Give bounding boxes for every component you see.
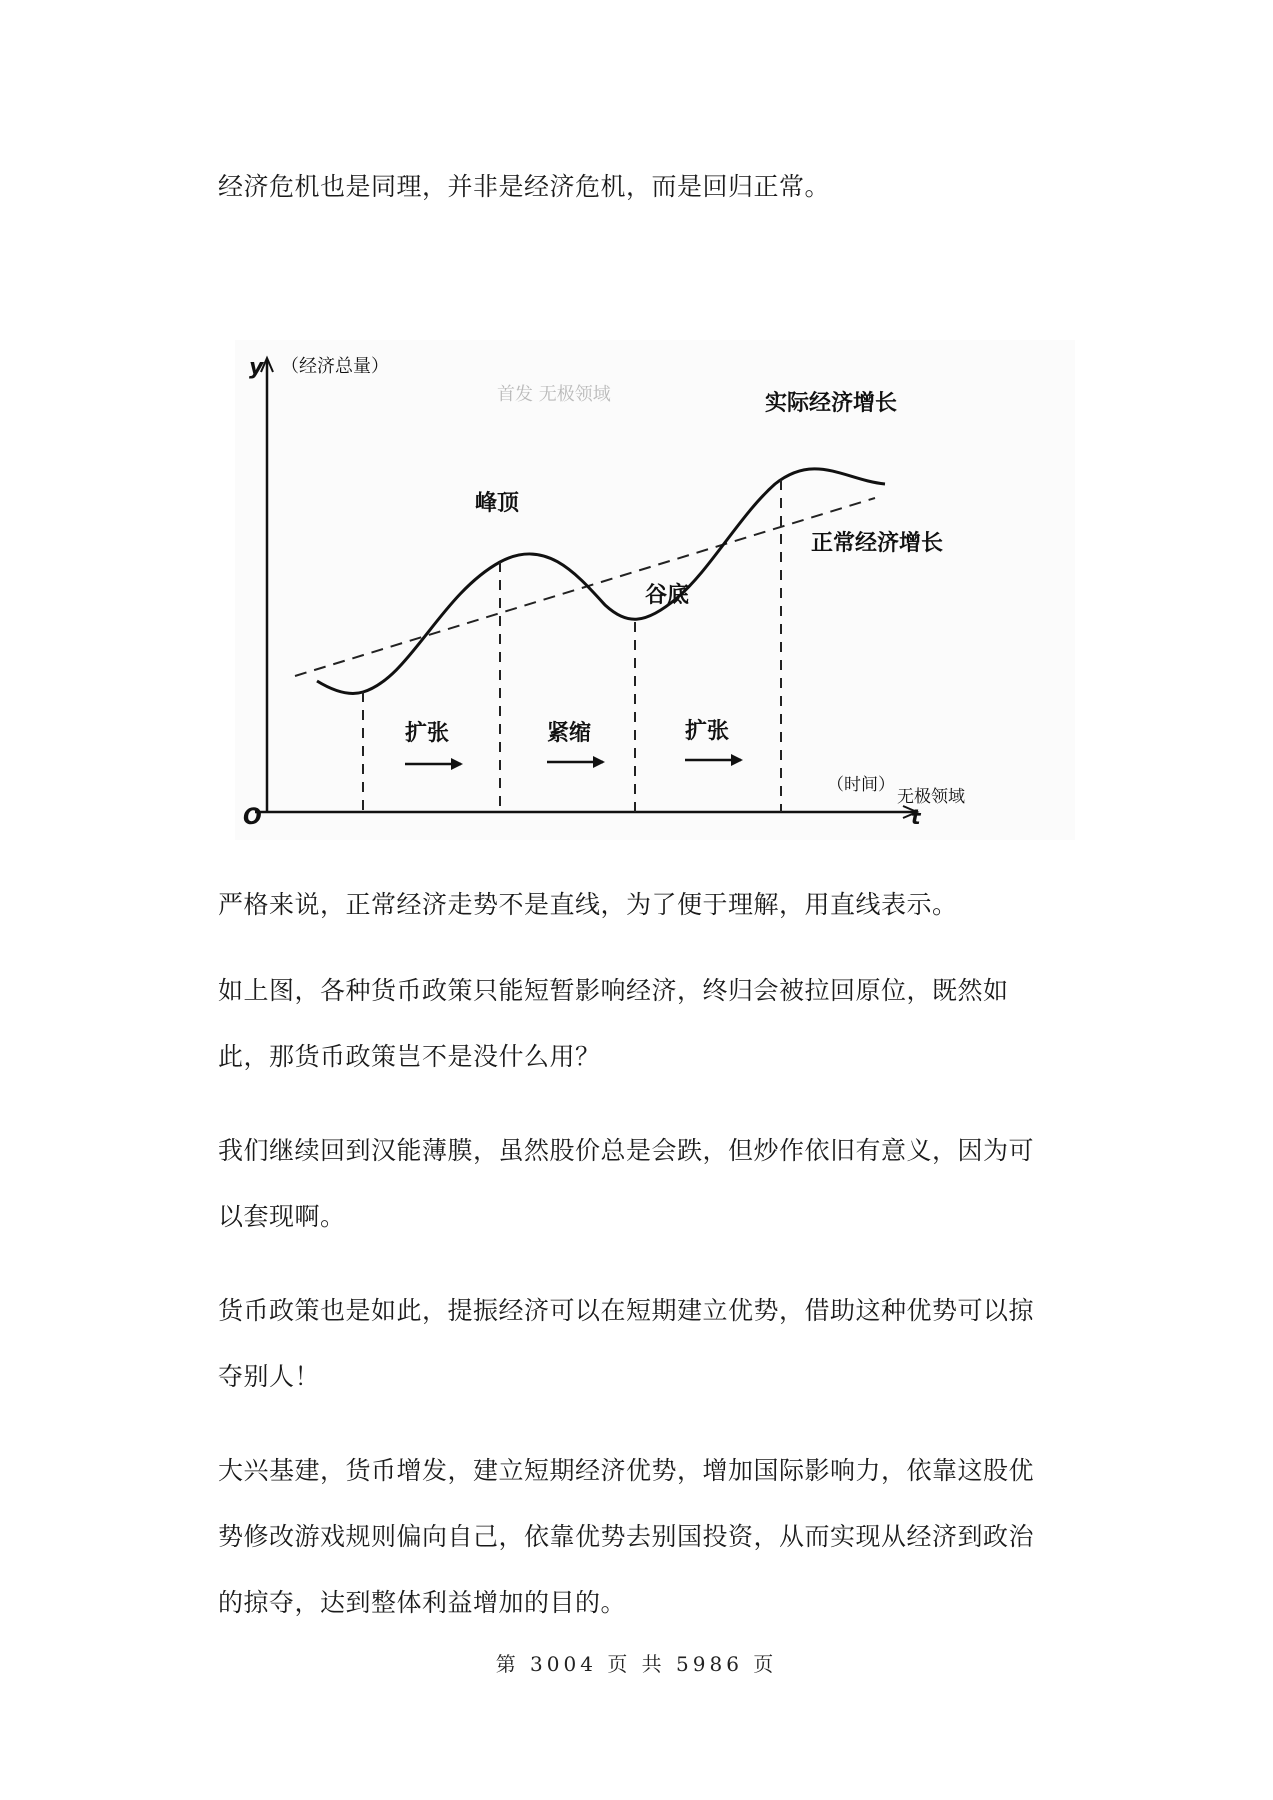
phase-2-arrowhead <box>593 756 605 768</box>
y-axis-label: （经济总量） <box>281 356 389 377</box>
normal-growth-label: 正常经济增长 <box>811 531 944 556</box>
phase-1-label: 扩张 <box>405 721 450 746</box>
normal-growth-line <box>295 498 875 676</box>
phase-2-label: 紧缩 <box>547 721 592 746</box>
paragraph: 如上图，各种货币政策只能短暂影响经济，终归会被拉回原位，既然如此，那货币政策岂不是没什么用？ <box>218 976 1009 1071</box>
watermark-top: 首发 无极领域 <box>497 384 611 405</box>
economic-cycle-diagram <box>235 340 1075 840</box>
origin-label: O <box>243 805 262 830</box>
page-footer: 第 3004 页 共 5986 页 <box>495 1652 778 1676</box>
paragraph: 经济危机也是同理，并非是经济危机，而是回归正常。 <box>218 172 831 201</box>
phase-1-arrowhead <box>451 758 463 770</box>
x-axis-label: （时间） <box>827 775 895 795</box>
paragraph: 我们继续回到汉能薄膜，虽然股价总是会跌，但炒作依旧有意义，因为可以套现啊。 <box>218 1136 1035 1231</box>
y-axis-letter: y <box>249 355 264 380</box>
phase-3-arrowhead <box>731 754 743 766</box>
phase-3-label: 扩张 <box>685 719 730 744</box>
trough-label: 谷底 <box>645 583 690 608</box>
paragraph: 严格来说，正常经济走势不是直线，为了便于理解，用直线表示。 <box>218 890 958 919</box>
actual-growth-label: 实际经济增长 <box>765 391 898 416</box>
paragraph: 大兴基建，货币增发，建立短期经济优势，增加国际影响力，依靠这股优势修改游戏规则偏向自己，依靠优势去别国投资，从而实现从经济到政治的掠夺，达到整体利益增加的目的。 <box>218 1456 1035 1617</box>
x-axis-letter: t <box>911 805 921 829</box>
economic-cycle-figure <box>235 340 1075 840</box>
paragraph: 货币政策也是如此，提振经济可以在短期建立优势，借助这种优势可以掠夺别人！ <box>218 1296 1035 1391</box>
peak-label: 峰顶 <box>475 491 520 516</box>
watermark-bottom: 无极领域 <box>897 787 965 807</box>
